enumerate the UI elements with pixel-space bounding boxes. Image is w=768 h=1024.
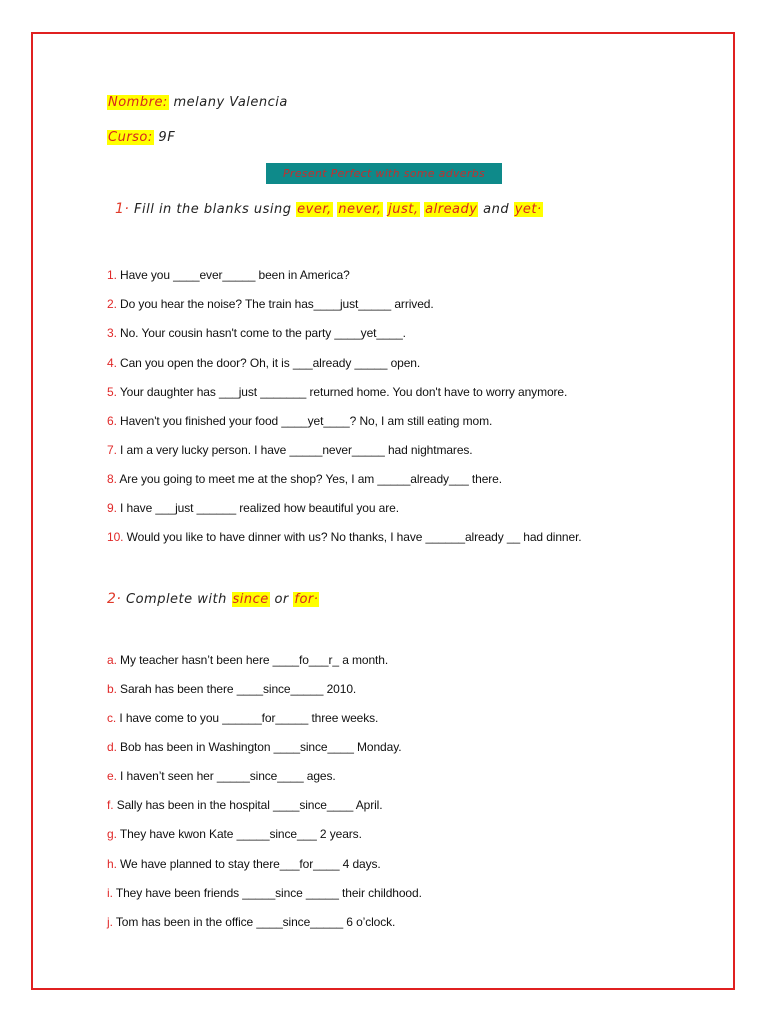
item-text: No. Your cousin hasn't come to the party ____yet____. xyxy=(120,326,406,340)
word-just: just, xyxy=(388,202,419,217)
item-marker: 10. xyxy=(107,530,124,544)
exercise-item xyxy=(107,385,567,399)
exercise-item xyxy=(107,326,406,340)
item-marker: e. xyxy=(107,769,117,783)
word-since: since xyxy=(232,592,269,607)
item-text: Your daughter has ___just _______ returned home. You don't have to worry anymore. xyxy=(119,385,568,399)
exercise-item xyxy=(107,857,381,871)
item-text: I have ___just ______ realized how beautiful you are. xyxy=(120,501,399,515)
item-text: My teacher hasn’t been here ____fo___r_ a month. xyxy=(120,653,389,667)
item-text: We have planned to stay there___for____ 4 days. xyxy=(120,857,381,871)
course-line xyxy=(107,130,175,145)
item-text: Do you hear the noise? The train has____just_____ arrived. xyxy=(120,297,434,311)
section2-instruction xyxy=(107,591,319,607)
exercise-item xyxy=(107,501,399,515)
item-marker: 3. xyxy=(107,326,117,340)
exercise-item xyxy=(107,886,422,900)
item-text: Bob has been in Washington ____since____ Monday. xyxy=(120,740,402,754)
item-text: Tom has been in the office ____since_____ 6 o’clock. xyxy=(115,915,396,929)
exercise-item xyxy=(107,769,336,783)
item-marker: g. xyxy=(107,827,117,841)
exercise-item xyxy=(107,472,502,486)
item-text: I haven’t seen her _____since____ ages. xyxy=(120,769,336,783)
exercise-item xyxy=(107,682,356,696)
exercise-item xyxy=(107,653,388,667)
item-text: Sarah has been there ____since_____ 2010. xyxy=(120,682,357,696)
item-text: Would you like to have dinner with us? No thanks, I have ______already __ had dinner. xyxy=(126,530,582,544)
item-marker: 1. xyxy=(107,268,117,282)
section1-number: 1· xyxy=(115,201,130,217)
item-text: I have come to you ______for_____ three weeks. xyxy=(119,711,379,725)
section1-and: and xyxy=(483,202,510,217)
word-already: already xyxy=(425,202,478,217)
item-marker: 6. xyxy=(107,414,117,428)
item-marker: c. xyxy=(107,711,117,725)
section1-instruction xyxy=(115,201,543,217)
name-value: melany Valencia xyxy=(173,95,288,110)
item-marker: a. xyxy=(107,653,117,667)
name-label: Nombre: xyxy=(108,95,168,110)
exercise-item xyxy=(107,356,420,370)
item-marker: 4. xyxy=(107,356,117,370)
word-ever: ever, xyxy=(297,202,332,217)
worksheet-title: Present Perfect with some adverbs xyxy=(266,163,502,184)
course-value: 9F xyxy=(158,130,176,145)
item-text: I am a very lucky person. I have _____never_____ had nightmares. xyxy=(120,443,473,457)
item-text: They have been friends _____since _____ their childhood. xyxy=(115,886,422,900)
item-marker: 5. xyxy=(107,385,117,399)
item-text: They have kwon Kate _____since___ 2 years. xyxy=(119,827,362,841)
item-marker: 8. xyxy=(107,472,117,486)
item-marker: 2. xyxy=(107,297,117,311)
name-line xyxy=(107,95,288,110)
item-text: Sally has been in the hospital ____since____ April. xyxy=(116,798,383,812)
section2-text: Complete with xyxy=(126,592,227,607)
item-text: Are you going to meet me at the shop? Yes, I am _____already___ there. xyxy=(119,472,502,486)
item-marker: 7. xyxy=(107,443,117,457)
exercise-item xyxy=(107,711,378,725)
item-text: Haven't you finished your food ____yet____? No, I am still eating mom. xyxy=(120,414,493,428)
exercise-item xyxy=(107,798,382,812)
exercise-item xyxy=(107,915,395,929)
exercise-item xyxy=(107,297,434,311)
word-for: for· xyxy=(294,592,319,607)
item-marker: i. xyxy=(107,886,113,900)
exercise-item xyxy=(107,443,473,457)
item-marker: f. xyxy=(107,798,114,812)
exercise-item xyxy=(107,827,362,841)
section2-number: 2· xyxy=(107,591,122,607)
item-marker: b. xyxy=(107,682,117,696)
item-marker: 9. xyxy=(107,501,117,515)
item-marker: d. xyxy=(107,740,117,754)
exercise-item xyxy=(107,268,350,282)
item-text: Can you open the door? Oh, it is ___already _____ open. xyxy=(120,356,421,370)
item-marker: h. xyxy=(107,857,117,871)
section2-or: or xyxy=(274,592,289,607)
exercise-item xyxy=(107,740,401,754)
word-never: never, xyxy=(338,202,382,217)
exercise-item xyxy=(107,414,492,428)
section1-text: Fill in the blanks using xyxy=(134,202,292,217)
item-text: Have you ____ever_____ been in America? xyxy=(120,268,350,282)
exercise-item xyxy=(107,530,582,544)
course-label: Curso: xyxy=(108,130,153,145)
item-marker: j. xyxy=(107,915,113,929)
word-yet: yet· xyxy=(514,202,542,217)
